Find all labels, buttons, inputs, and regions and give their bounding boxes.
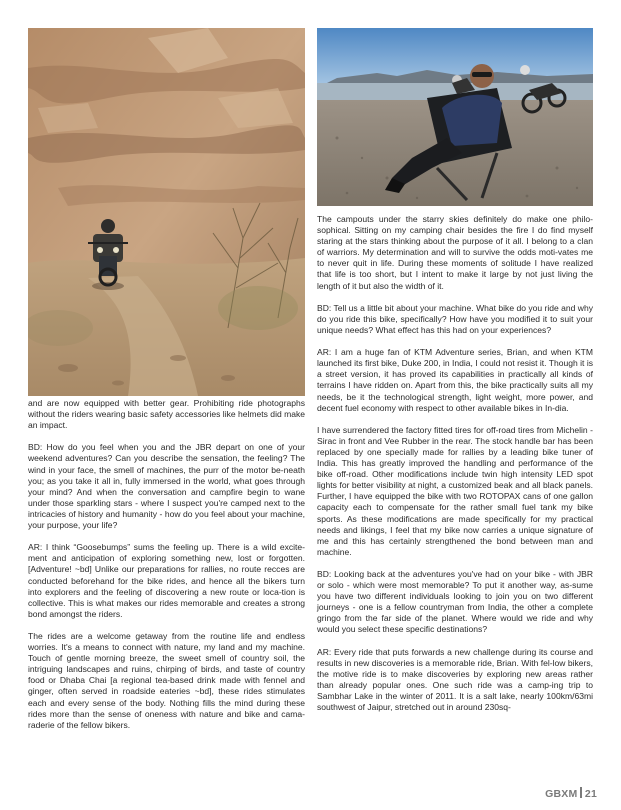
- paragraph: and are now equipped with better gear. Prohibiting ride photographs without the riders wearing basic safety accessories like helmets did make an impact.: [28, 398, 305, 431]
- page-footer: [545, 787, 597, 800]
- paragraph: The campouts under the starry skies definitely do make one philo-sophical. Sitting on my camping chair besides the fire I do find myself staring at the stars thinking about the purpose of it all. I belong to a clan of warriors. My determination and will to survive the odds moti-vates me to never quit in life. During these moments of solitude I have realized that life is too short, but I intent to make it large by not just living the length of it but also the width of it.: [317, 214, 593, 291]
- article-column-right: [317, 214, 593, 713]
- page-number: 21: [584, 788, 597, 800]
- article-column-left: [28, 398, 305, 731]
- paragraph: The rides are a welcome getaway from the routine life and endless worries. It's a means to connect with nature, my land and my machine. Touch of gentle morning breeze, the sweet smell of country soil, the intriguing landscapes and ruins, chirping of birds, and taste of country food or Dhaba Chai [a regional tea-based drink made with fennel and ginger, often served in roadside eateries ~bd], these rides stimulates each and every sense of the body. Nothing fills the mind during these rides more than the sense of oneness with nature and bike and cama-raderie of the fellow bikers.: [28, 630, 305, 730]
- paragraph: BD: Looking back at the adventures you've had on your bike - with JBR or solo - which were most memorable? To put it another way, as-sume you have two different individuals looking to join you on two different journeys - one is a fellow countryman from India, the other a complete gringo from the far side of the planet. Where would we ride and why would you select these specific destinations?: [317, 569, 593, 635]
- paragraph: AR: I think “Goosebumps” sums the feeling up. There is a wild excite-ment and anticipation of exploring something new, lost or forgotten. [Adventure! ~bd] Unlike our preparations for rallies, no route recces are conducted beforehand for the bike rides, and hence all the bikers turn into explorers and the feeling of discovering a new route or loca-tion is collective. This is what makes our rides memorable and creates a strong bond amongst the riders.: [28, 542, 305, 619]
- paragraph: AR: Every ride that puts forwards a new challenge during its course and results in new discoveries is a memorable ride, Brian. With fel-low bikers, the motive ride is to make discoveries by exploring new areas rather than already popular ones. One such ride was a camp-ing trip to Sambhar Lake in the winter of 2011. It is a salt lake, nearly 100km/63mi southwest of Jaipur, stretched out in around 230sq-: [317, 646, 593, 713]
- paragraph: BD: How do you feel when you and the JBR depart on one of your weekend adventures? Can you describe the sensation, the feeling? The wind in your face, the smell of machines, the purr of the motor be-neath you; as you take it all in, fully immersed in the world, what goes through your mind? And when the conversation and campfire begin to wane under those sparkling stars - where I suspect you're camped next to the intricacies of history and humanity - how do you feel about your machine, your purpose, your life?: [28, 442, 305, 531]
- paragraph: I have surrendered the factory fitted tires for off-road tires from Michelin - Sirac in front and Vee Rubber in the rear. The stock handle bar has been replaced by one specially made for rallies by a leading bike tuner of India. This has greatly improved the handling and performance of the bike off-road. Other modifications include twin high intensity LED spot lights for better visibility at night, a customized beak and all black panels. Further, I have equipped the bike with two ROTOPAX cans of one gallon capacity each to compensate for the rather small fuel tank my bike sports. As these modifications are made specifically for my practical needs and likings, I feel that my bike now carries a unique signature of me and this has certainly strengthened the bond between man and machine.: [317, 424, 593, 557]
- footer-separator: [580, 787, 582, 798]
- paragraph: AR: I am a huge fan of KTM Adventure series, Brian, and when KTM launched its first bike, Duke 200, in India, I could not resist it. Though it is a street version, it has proved its capabilities in practically all kinds of terrains I have ridden on. Apart from this, the bike practically suits all my needs, be it the technological strength, light weight, more power, and decent fuel economy with respect to other available bikes in In-dia.: [317, 347, 593, 413]
- rider-in-camp-chair-photo: [317, 28, 593, 206]
- rider-on-rocky-trail-photo: [28, 28, 305, 396]
- magazine-name: GBXM: [545, 788, 578, 800]
- paragraph: BD: Tell us a little bit about your machine. What bike do you ride and why do you ride this bike, specifically? How have you modified it to suit your unique needs? What effect has this had on your experiences?: [317, 302, 593, 335]
